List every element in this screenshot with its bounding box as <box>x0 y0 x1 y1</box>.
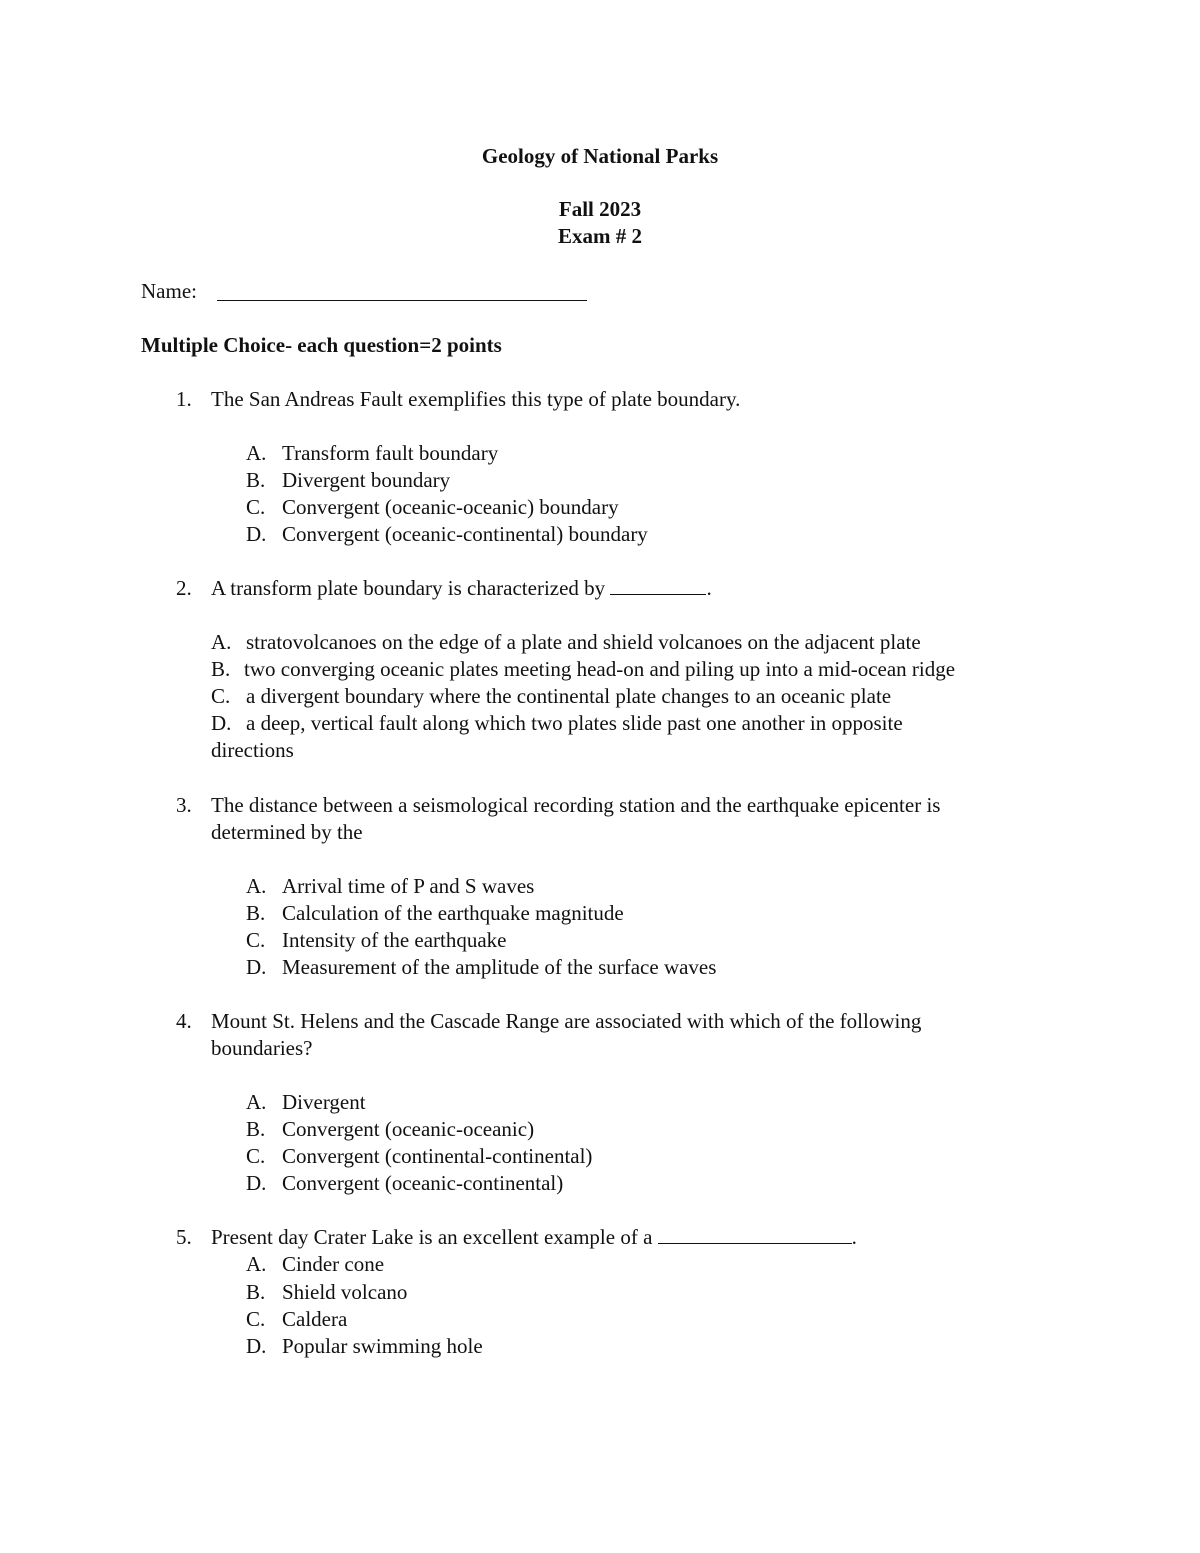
option-letter: A. <box>246 441 267 465</box>
option-letter: C. <box>246 928 266 952</box>
section-title: Multiple Choice- each question=2 points <box>141 333 502 357</box>
option-text: Convergent (oceanic-continental) boundary <box>282 522 648 546</box>
option-letter: B. <box>211 657 231 681</box>
option-letter: A. <box>246 1090 267 1114</box>
question-text-continuation: determined by the <box>211 820 363 844</box>
option-letter: C. <box>246 495 266 519</box>
option-letter: A. <box>211 630 232 654</box>
option-text: stratovolcanoes on the edge of a plate and shield volcanoes on the adjacent plate <box>246 630 921 654</box>
question-text-continuation: boundaries? <box>211 1036 313 1060</box>
option-letter: D. <box>246 1171 267 1195</box>
option-text: two converging oceanic plates meeting head-on and piling up into a mid-ocean ridge <box>244 657 956 681</box>
question-text: A transform plate boundary is characterized by . <box>211 576 712 600</box>
question-number: 3. <box>176 793 192 817</box>
name-label: Name: <box>141 279 197 303</box>
question-text: Present day Crater Lake is an excellent example of a . <box>211 1225 857 1249</box>
option-letter: B. <box>246 1280 266 1304</box>
question-number: 5. <box>176 1225 192 1249</box>
question-number: 1. <box>176 387 192 411</box>
option-text: Convergent (oceanic-continental) <box>282 1171 564 1195</box>
option-text: a divergent boundary where the continental plate changes to an oceanic plate <box>246 684 892 708</box>
option-letter: D. <box>246 522 267 546</box>
option-text: Cinder cone <box>282 1252 385 1276</box>
question-text: The distance between a seismological recording station and the earthquake epicenter is <box>211 793 941 817</box>
question-number: 4. <box>176 1009 192 1033</box>
option-letter: C. <box>211 684 231 708</box>
course-title: Geology of National Parks <box>481 144 719 168</box>
option-letter: B. <box>246 901 266 925</box>
option-text: Divergent <box>282 1090 366 1114</box>
option-text: Transform fault boundary <box>282 441 499 465</box>
option-letter: B. <box>246 1117 266 1141</box>
option-text: Convergent (oceanic-oceanic) <box>282 1117 535 1141</box>
option-letter: A. <box>246 874 267 898</box>
option-text: Intensity of the earthquake <box>282 928 507 952</box>
question-number: 2. <box>176 576 192 600</box>
option-letter: D. <box>246 1334 267 1358</box>
exam-number: Exam # 2 <box>558 224 642 248</box>
option-text: Popular swimming hole <box>282 1334 483 1358</box>
option-text: Convergent (oceanic-oceanic) boundary <box>282 495 619 519</box>
option-text-continuation: directions <box>211 738 294 762</box>
option-text: Convergent (continental-continental) <box>282 1144 593 1168</box>
question-text: The San Andreas Fault exemplifies this type of plate boundary. <box>211 387 741 411</box>
option-letter: C. <box>246 1307 266 1331</box>
name-blank-line[interactable] <box>217 300 587 301</box>
answer-blank <box>610 592 706 595</box>
question-text: Mount St. Helens and the Cascade Range are associated with which of the following <box>211 1009 922 1033</box>
option-letter: D. <box>211 711 232 735</box>
option-text: Shield volcano <box>282 1280 408 1304</box>
option-letter: D. <box>246 955 267 979</box>
option-text: Calculation of the earthquake magnitude <box>282 901 624 925</box>
answer-blank <box>658 1241 852 1244</box>
exam-term: Fall 2023 <box>558 197 642 221</box>
option-letter: B. <box>246 468 266 492</box>
option-text: Arrival time of P and S waves <box>282 874 535 898</box>
option-text: Caldera <box>282 1307 348 1331</box>
option-text: Measurement of the amplitude of the surface waves <box>282 955 717 979</box>
option-text: Divergent boundary <box>282 468 451 492</box>
option-letter: A. <box>246 1252 267 1276</box>
option-text: a deep, vertical fault along which two plates slide past one another in opposite <box>246 711 903 735</box>
option-letter: C. <box>246 1144 266 1168</box>
